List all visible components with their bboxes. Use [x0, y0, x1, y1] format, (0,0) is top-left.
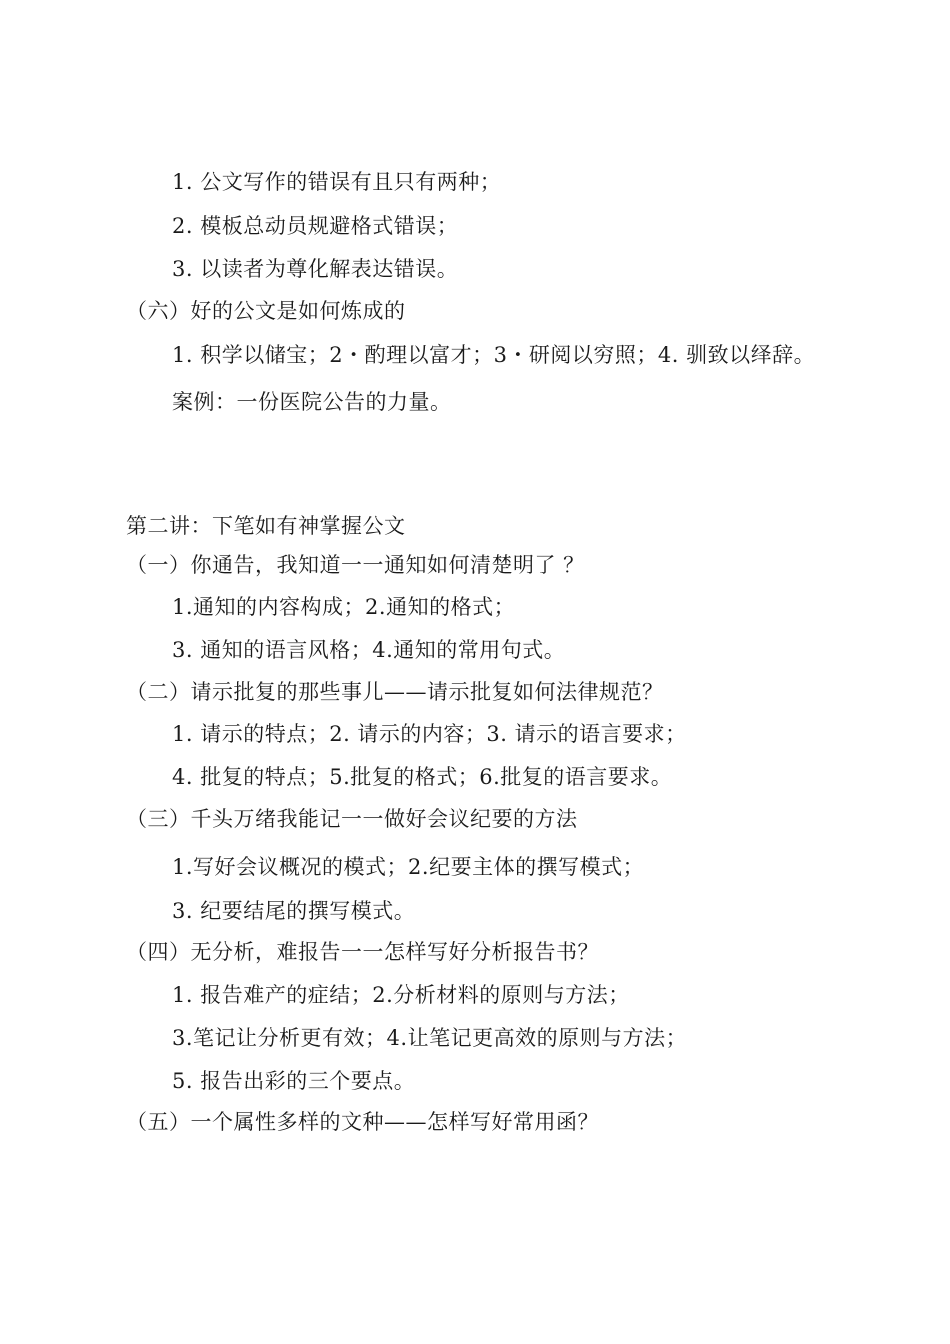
- list-item: 1. 积学以储宝；2・酌理以富才；3・研阅以穷照；4. 驯致以绎辞。: [172, 343, 816, 367]
- section-heading: （二）请示批复的那些事儿——请示批复如何法律规范？: [126, 680, 664, 704]
- section-heading: （五）一个属性多样的文种——怎样写好常用函？: [126, 1110, 599, 1134]
- list-item: 3.笔记让分析更有效；4.让笔记更高效的原则与方法；: [172, 1026, 688, 1050]
- lecture-title: 第二讲：下笔如有神掌握公文: [126, 514, 406, 538]
- section-heading: （四）无分析，难报告一一怎样写好分析报告书？: [126, 940, 599, 964]
- list-item: 1.通知的内容构成；2.通知的格式；: [172, 595, 516, 619]
- list-item: 3. 通知的语言风格；4.通知的常用句式。: [172, 638, 566, 662]
- list-item: 3. 以读者为尊化解表达错误。: [172, 257, 459, 281]
- list-item: 5. 报告出彩的三个要点。: [172, 1069, 416, 1093]
- section-heading: （一）你通告，我知道一一通知如何清楚明了 ？: [126, 553, 585, 577]
- list-item: 3. 纪要结尾的撰写模式。: [172, 899, 416, 923]
- list-item: 1.写好会议概况的模式；2.纪要主体的撰写模式；: [172, 855, 645, 879]
- list-item: 1. 公文写作的错误有且只有两种；: [172, 170, 502, 194]
- list-item: 1. 请示的特点；2. 请示的内容；3. 请示的语言要求；: [172, 722, 687, 746]
- list-item: 2. 模板总动员规避格式错误；: [172, 214, 459, 238]
- section-heading: （三）千头万绪我能记一一做好会议纪要的方法: [126, 807, 578, 831]
- section-heading: （六）好的公文是如何炼成的: [126, 299, 406, 323]
- list-item: 4. 批复的特点；5.批复的格式；6.批复的语言要求。: [172, 765, 673, 789]
- example-line: 案例：一份医院公告的力量。: [172, 390, 452, 414]
- list-item: 1. 报告难产的症结；2.分析材料的原则与方法；: [172, 983, 630, 1007]
